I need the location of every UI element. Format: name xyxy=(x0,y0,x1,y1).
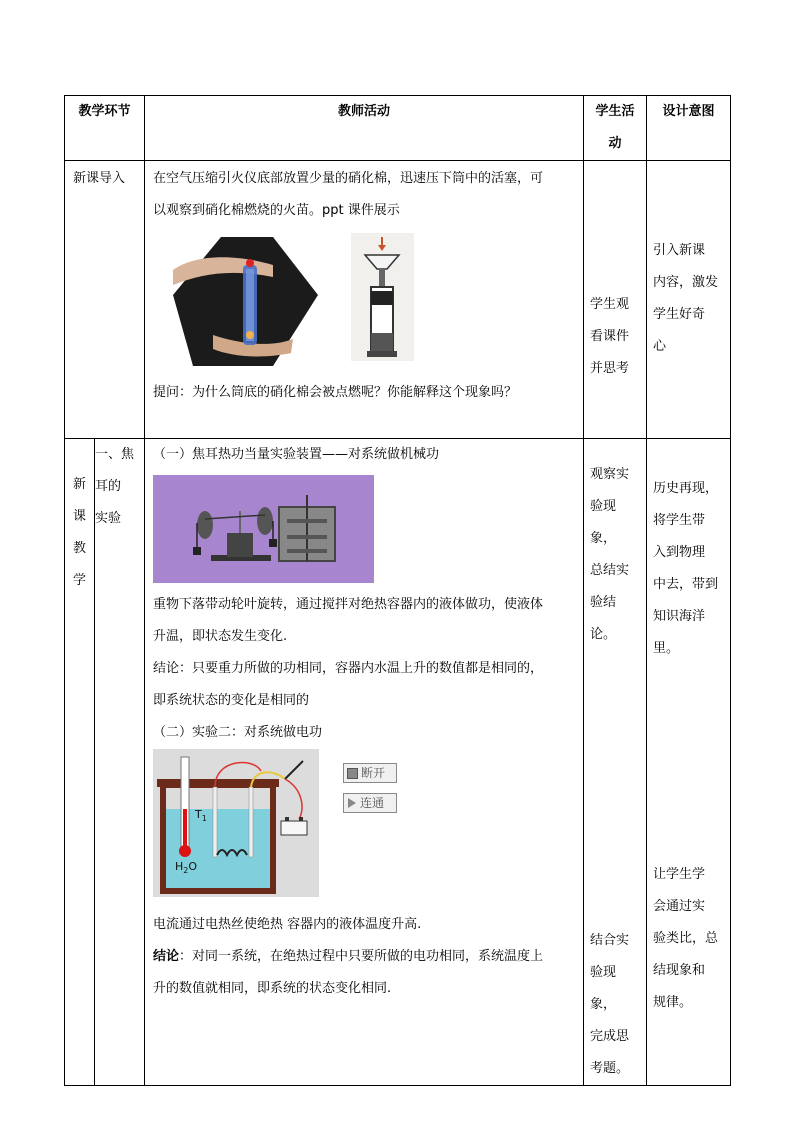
intent1-line5: 知识海洋 xyxy=(653,609,706,624)
intro-stage-cell xyxy=(65,161,145,439)
student2-line1: 结合实 xyxy=(590,933,630,948)
stop-square-icon xyxy=(347,768,358,779)
intro-images xyxy=(153,227,575,377)
new-lesson-stage-cell xyxy=(65,439,95,1086)
disconnect-button[interactable] xyxy=(343,763,397,783)
substage-cell xyxy=(95,439,145,1086)
table-header-row xyxy=(65,96,731,161)
compression-igniter-diagram xyxy=(351,233,414,361)
intent1-line3: 入到物理 xyxy=(653,545,706,560)
intro-teacher-line1: 在空气压缩引火仪底部放置少量的硝化棉，迅速压下筒中的活塞，可 xyxy=(153,171,544,186)
joule-apparatus-diagram xyxy=(153,475,374,583)
intent2-line5: 规律。 xyxy=(653,995,693,1010)
header-student-activity xyxy=(584,96,647,161)
connect-button[interactable] xyxy=(343,793,397,813)
exp1-conclusion-line2: 即系统状态的变化是相同的 xyxy=(153,693,310,708)
intro-intent-cell xyxy=(647,161,731,439)
disconnect-label: 断开 xyxy=(361,766,386,780)
intro-student-cell xyxy=(584,161,647,439)
electric-experiment-image xyxy=(153,749,575,909)
intro-row xyxy=(65,161,731,439)
label-h2o: $H_2O$ xyxy=(175,860,198,876)
exp2-conclusion-label: 结论 xyxy=(153,949,180,964)
intro-student-line1: 学生观 xyxy=(590,297,630,312)
exp2-conclusion-text: ：对同一系统，在绝热过程中只要所做的电功相同，系统温度上 xyxy=(179,949,544,964)
student2-line3: 完成思 xyxy=(590,1029,630,1044)
intro-stage-label: 新课导入 xyxy=(73,171,126,186)
intro-question: 提问：为什么筒底的硝化棉会被点燃呢？你能解释这个现象吗？ xyxy=(153,385,518,400)
exp2-title: （二）实验二：对系统做电功 xyxy=(153,725,323,740)
student1-line1: 观察实 xyxy=(590,467,630,482)
student1-line4: 验结论。 xyxy=(590,595,617,642)
header-student-line2: 动 xyxy=(608,136,622,151)
exp1-title: （一）焦耳热功当量实验装置——对系统做机械功 xyxy=(153,447,440,462)
student2-line4: 考题。 xyxy=(590,1061,630,1076)
joule-apparatus-image xyxy=(153,475,374,583)
intro-student-line2: 看课件 xyxy=(590,329,630,344)
intent2-line1: 让学生学 xyxy=(653,867,706,882)
label-t1: $T_1$ xyxy=(195,808,207,824)
exp2-conclusion-line2: 升的数值就相同，即系统的状态变化相同. xyxy=(153,981,392,996)
substage-line3: 实验 xyxy=(95,511,122,526)
intent1-line2: 将学生带 xyxy=(653,513,706,528)
header-stage: 教学环节 xyxy=(65,96,145,161)
student1-line3: 总结实 xyxy=(590,563,630,578)
intent1-line1: 历史再现， xyxy=(653,481,719,496)
new-lesson-student-cell xyxy=(584,439,647,1086)
intro-intent-line3: 学生好奇 xyxy=(653,307,706,322)
intro-intent-line4: 心 xyxy=(653,339,667,354)
intent2-line3: 验类比，总 xyxy=(653,931,719,946)
electric-heating-diagram xyxy=(153,749,319,897)
student1-line2: 验现象， xyxy=(590,499,617,546)
intent1-line6: 里。 xyxy=(653,641,680,656)
intro-intent-line1: 引入新课 xyxy=(653,243,706,258)
lesson-plan-table xyxy=(64,95,731,1086)
stage-char-4: 学 xyxy=(72,573,86,588)
connect-label: 连通 xyxy=(360,796,385,810)
hand-syringe-photo xyxy=(173,235,318,368)
intent2-line4: 结现象和 xyxy=(653,963,706,978)
exp1-conclusion-line1: 结论：只要重力所做的功相同，容器内水温上升的数值都是相同的， xyxy=(153,661,544,676)
intro-intent-line2: 内容，激发 xyxy=(653,275,719,290)
new-lesson-teacher-cell xyxy=(145,439,584,1086)
header-student-line1: 学生活 xyxy=(595,104,635,119)
exp1-desc-line1: 重物下落带动轮叶旋转，通过搅拌对绝热容器内的液体做功，使液体 xyxy=(153,597,544,612)
student2-line2: 验现象， xyxy=(590,965,617,1012)
stage-char-3: 教 xyxy=(72,541,86,556)
play-triangle-icon xyxy=(348,798,356,808)
new-lesson-row xyxy=(65,439,731,1086)
substage-line2: 耳的 xyxy=(95,479,122,494)
intro-teacher-line2: 以观察到硝化棉燃烧的火苗。ppt 课件展示 xyxy=(153,203,400,218)
stage-char-1: 新 xyxy=(72,477,86,492)
substage-line1: 一、焦 xyxy=(95,447,135,462)
header-teacher-activity: 教师活动 xyxy=(145,96,584,161)
intro-student-line3: 并思考 xyxy=(590,361,630,376)
header-design-intent: 设计意图 xyxy=(647,96,731,161)
intent1-line4: 中去，带到 xyxy=(653,577,719,592)
stage-char-2: 课 xyxy=(72,509,86,524)
intro-teacher-cell xyxy=(145,161,584,439)
exp1-desc-line2: 升温，即状态发生变化. xyxy=(153,629,288,644)
intent2-line2: 会通过实 xyxy=(653,899,706,914)
exp2-conclusion-line1 xyxy=(153,941,575,973)
exp2-desc: 电流通过电热丝使绝热 容器内的液体温度升高. xyxy=(153,917,422,932)
new-lesson-intent-cell xyxy=(647,439,731,1086)
